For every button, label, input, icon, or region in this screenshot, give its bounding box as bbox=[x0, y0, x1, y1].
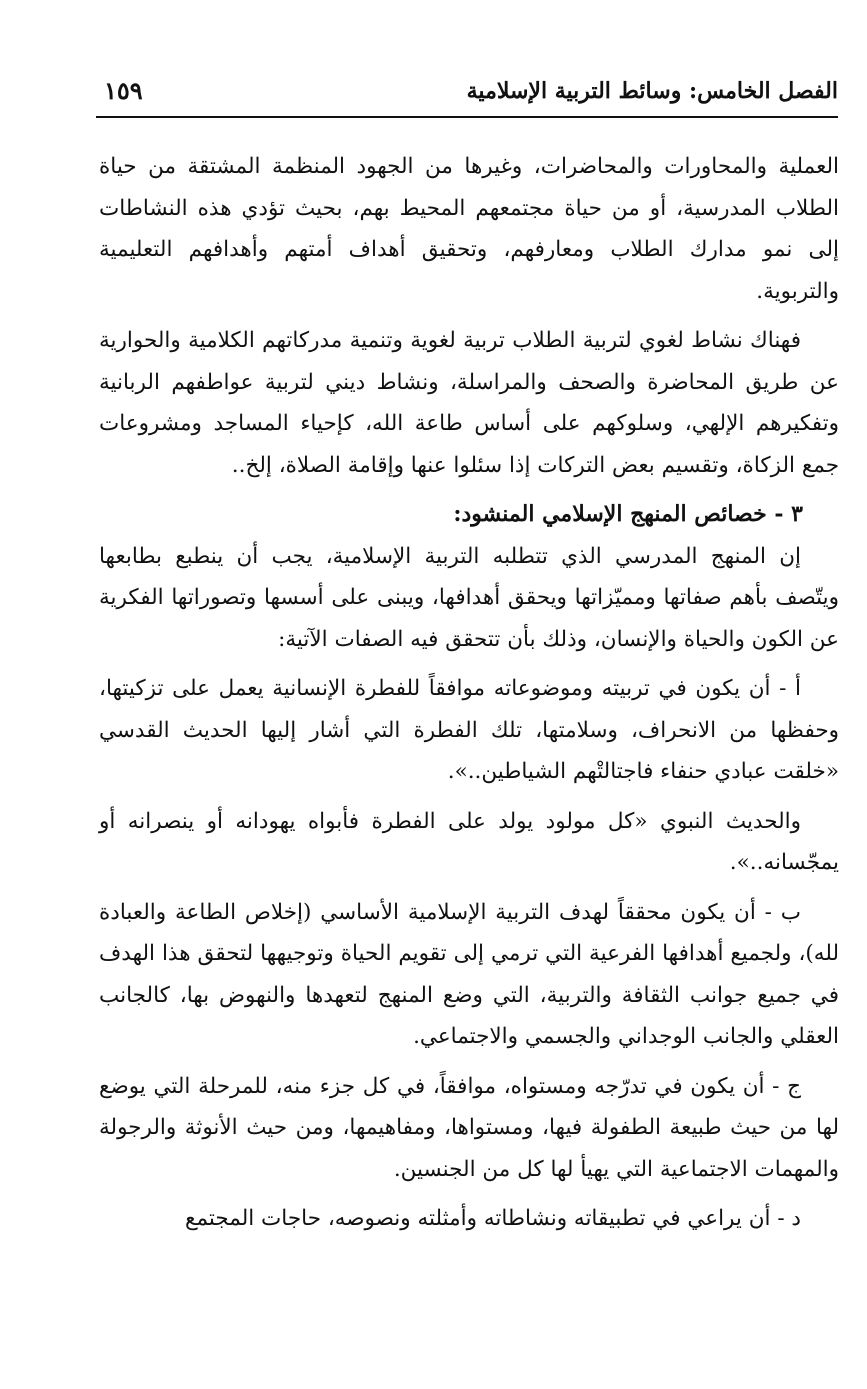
paragraph-1: العملية والمحاورات والمحاضرات، وغيرها من الجهود المنظمة المشتقة من حياة الطلاب المدرسية، أو من حياة مجتمعهم المحيط بهم، بحيث تؤدي هذه النشاطات إلى نمو مدارك الطلاب ومعارفهم، وتحقيق أهداف أمتهم وأهدافهم التعليمية والتربوية. bbox=[99, 154, 839, 304]
paragraph-5: والحديث النبوي «كل مولود يولد على الفطرة فأبواه يهودانه أو ينصرانه أو يمجّسانه..». bbox=[99, 808, 839, 875]
page-number: ١٥٩ bbox=[104, 76, 143, 105]
chapter-title: الفصل الخامس: وسائط التربية الإسلامية bbox=[466, 78, 838, 104]
page-header bbox=[96, 70, 838, 118]
paragraph-7: ج - أن يكون في تدرّجه ومستواه، موافقاً، في كل جزء منه، للمرحلة التي يوضع لها من حيث طبيعة الطفولة فيها، ومستواها، ومفاهيمها، ومن حيث الأنوثة والرجولة والمهمات الاجتماعية التي يهيأ لها كل من الجنسين. bbox=[99, 1073, 839, 1182]
paragraph-2: فهناك نشاط لغوي لتربية الطلاب تربية لغوية وتنمية مدركاتهم الكلامية والحوارية عن طريق المحاضرة والصحف والمراسلة، ونشاط ديني لتربية عواطفهم الربانية وتفكيرهم الإلهي، وسلوكهم على أساس طاعة الله، كإحياء المساجد ومشروعات جمع الزكاة، وتقسيم بعض التركات إذا سئلوا عنها وإقامة الصلاة، إلخ.. bbox=[99, 328, 839, 478]
paragraph-4: أ - أن يكون في تربيته وموضوعاته موافقاً للفطرة الإنسانية يعمل على تزكيتها، وحفظها من الانحراف، وسلامتها، تلك الفطرة التي أشار إليها الحديث القدسي «خلقت عبادي حنفاء فاجتالتْهم الشياطين..». bbox=[99, 676, 839, 784]
paragraph-3: إن المنهج المدرسي الذي تتطلبه التربية الإسلامية، يجب أن ينطبع بطابعها ويتّصف بأهم صفاتها ومميّزاتها ويحقق أهدافها، ويبنى على أسسها وتصوراتها الفكرية عن الكون والحياة والإنسان، وذلك بأن تتحقق فيه الصفات الآتية: bbox=[99, 543, 839, 652]
section-heading: ٣ - خصائص المنهج الإسلامي المنشود: bbox=[453, 501, 803, 527]
paragraph-8: د - أن يراعي في تطبيقاته ونشاطاته وأمثلته ونصوصه، حاجات المجتمع bbox=[185, 1206, 801, 1231]
paragraph-6: ب - أن يكون محققاً لهدف التربية الإسلامية الأساسي (إخلاص الطاعة والعبادة لله)، ولجميع أهدافها الفرعية التي ترمي إلى تقويم الحياة وتوجيهها لتحقق هذا الهدف في جميع جوانب الثقافة والتربية، التي وضع المنهج لتعهدها والنهوض بها، كالجانب العقلي والجانب الوجداني والجسمي والاجتماعي. bbox=[99, 899, 839, 1049]
page-body bbox=[99, 146, 839, 1248]
